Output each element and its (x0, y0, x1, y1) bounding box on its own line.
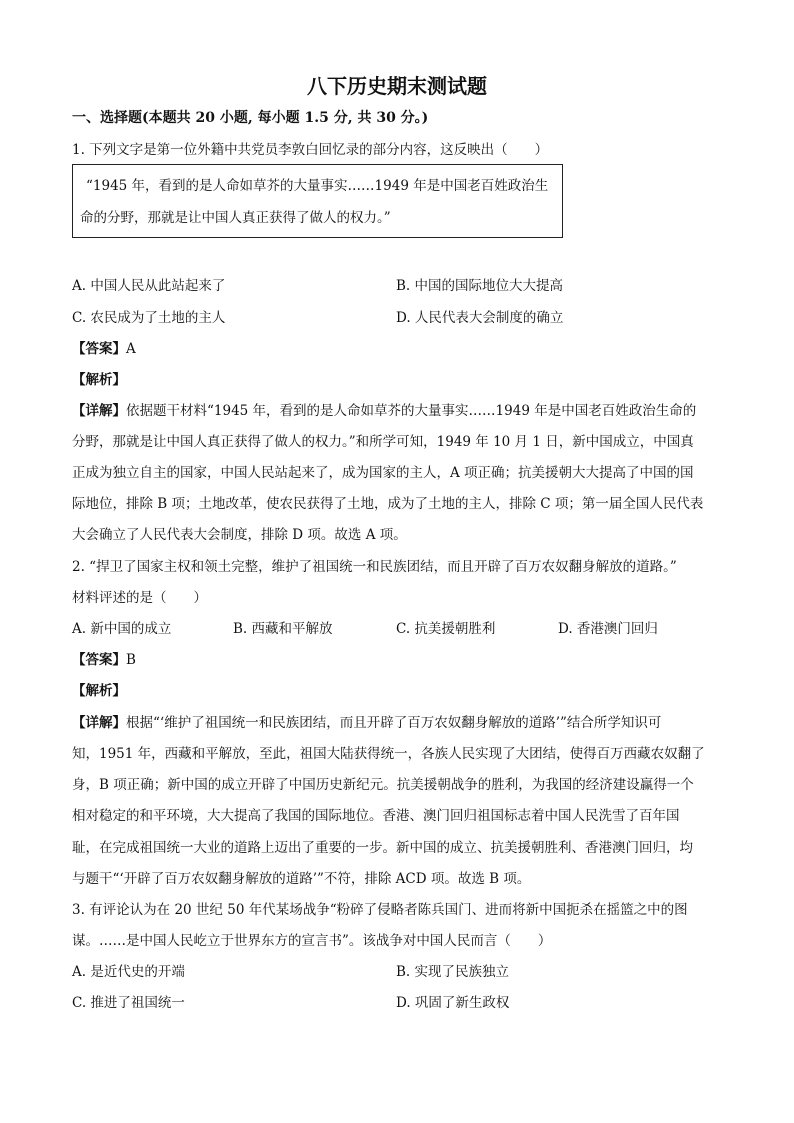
q1-option-a[interactable]: A. 中国人民从此站起来了 (72, 278, 226, 294)
q2-detail-line: 知，1951 年，西藏和平解放，至此，祖国大陆获得统一，各族人民实现了大团结，使得百万西藏农奴翻了 (72, 746, 705, 762)
q1-quote-line: “1945 年，看到的是人命如草芥的大量事实……1949 年是中国老百姓政治生 (86, 178, 549, 194)
answer-tag: 【答案】 (72, 341, 126, 357)
q1-option-b[interactable]: B. 中国的国际地位大大提高 (396, 278, 564, 294)
answer-tag: 【答案】 (72, 652, 126, 668)
q2-detail-line: 与题干“‘开辟了百万农奴翻身解放的道路’”不符，排除 ACD 项。故选 B 项。 (72, 871, 531, 887)
q2-answer (72, 650, 136, 670)
q1-detail-line: 际地位，排除 B 项；土地改革，使农民获得了土地，成为了土地的主人，排除 C 项；第一届全国人民代表 (72, 496, 704, 512)
q2-option-c[interactable]: C. 抗美援朝胜利 (396, 621, 496, 637)
answer-value: B (126, 652, 136, 668)
q1-detail-line (72, 401, 696, 421)
q1-answer (72, 339, 136, 359)
q1-option-d[interactable]: D. 人民代表大会制度的确立 (396, 310, 564, 326)
q2-option-a[interactable]: A. 新中国的成立 (72, 621, 172, 637)
detail-tag: 【详解】 (72, 715, 126, 731)
q1-quote-line: 命的分野，那就是让中国人真正获得了做人的权力。” (80, 210, 391, 226)
q1-analysis-tag: 【解析】 (72, 372, 126, 388)
q2-detail-line (72, 713, 661, 733)
q1-detail-line: 分野，那就是让中国人真正获得了做人的权力。”和所学可知，1949 年 10 月 1 日，新中国成立，中国真 (72, 434, 694, 450)
q1-detail-line: 大会确立了人民代表大会制度，排除 D 项。故选 A 项。 (72, 527, 407, 543)
q1-detail-line: 正成为独立自主的国家，中国人民站起来了，成为国家的主人，A 项正确；抗美援朝大大提高了中国的国 (72, 465, 694, 481)
detail-tag: 【详解】 (72, 403, 126, 419)
q2-stem: 2. “捍卫了国家主权和领土完整，维护了祖国统一和民族团结，而且开辟了百万农奴翻身解放的道路。” (72, 559, 677, 575)
q2-stem: 材料评述的是（ ） (72, 590, 207, 606)
q3-option-c[interactable]: C. 推进了祖国统一 (72, 995, 185, 1011)
q2-option-b[interactable]: B. 西藏和平解放 (233, 621, 333, 637)
q1-stem: 1. 下列文字是第一位外籍中共党员李敦白回忆录的部分内容，这反映出（ ） (72, 142, 549, 158)
q3-option-b[interactable]: B. 实现了民族独立 (396, 964, 510, 980)
q2-option-d[interactable]: D. 香港澳门回归 (558, 621, 658, 637)
q2-analysis-tag: 【解析】 (72, 683, 126, 699)
section-heading: 一、选择题(本题共 20 小题, 每小题 1.5 分, 共 30 分。) (72, 110, 429, 126)
page-title: 八下历史期末测试题 (307, 74, 487, 98)
q1-option-c[interactable]: C. 农民成为了土地的主人 (72, 310, 226, 326)
answer-value: A (126, 341, 136, 357)
q2-detail-line: 身，B 项正确；新中国的成立开辟了中国历史新纪元。抗美援朝战争的胜利，为我国的经济建设赢得一个 (72, 777, 694, 793)
q3-stem: 谋。……是中国人民屹立于世界东方的宣言书”。该战争对中国人民而言（ ） (72, 933, 552, 949)
detail-text: 根据“‘维护了祖国统一和民族团结，而且开辟了百万农奴翻身解放的道路’”结合所学知识可 (126, 715, 662, 731)
q3-option-a[interactable]: A. 是近代史的开端 (72, 964, 185, 980)
q2-detail-line: 耻，在完成祖国统一大业的道路上迈出了重要的一步。新中国的成立、抗美援朝胜利、香港澳门回归，均 (72, 840, 693, 856)
q2-detail-line: 相对稳定的和平环境，大大提高了我国的国际地位。香港、澳门回归祖国标志着中国人民洗雪了百年国 (72, 808, 680, 824)
detail-text: 依据题干材料“1945 年，看到的是人命如草芥的大量事实……1949 年是中国老百姓政治生命的 (126, 403, 697, 419)
q3-option-d[interactable]: D. 巩固了新生政权 (396, 995, 510, 1011)
q3-stem: 3. 有评论认为在 20 世纪 50 年代某场战争“粉碎了侵略者陈兵国门、进而将新中国扼杀在摇篮之中的图 (72, 902, 688, 918)
